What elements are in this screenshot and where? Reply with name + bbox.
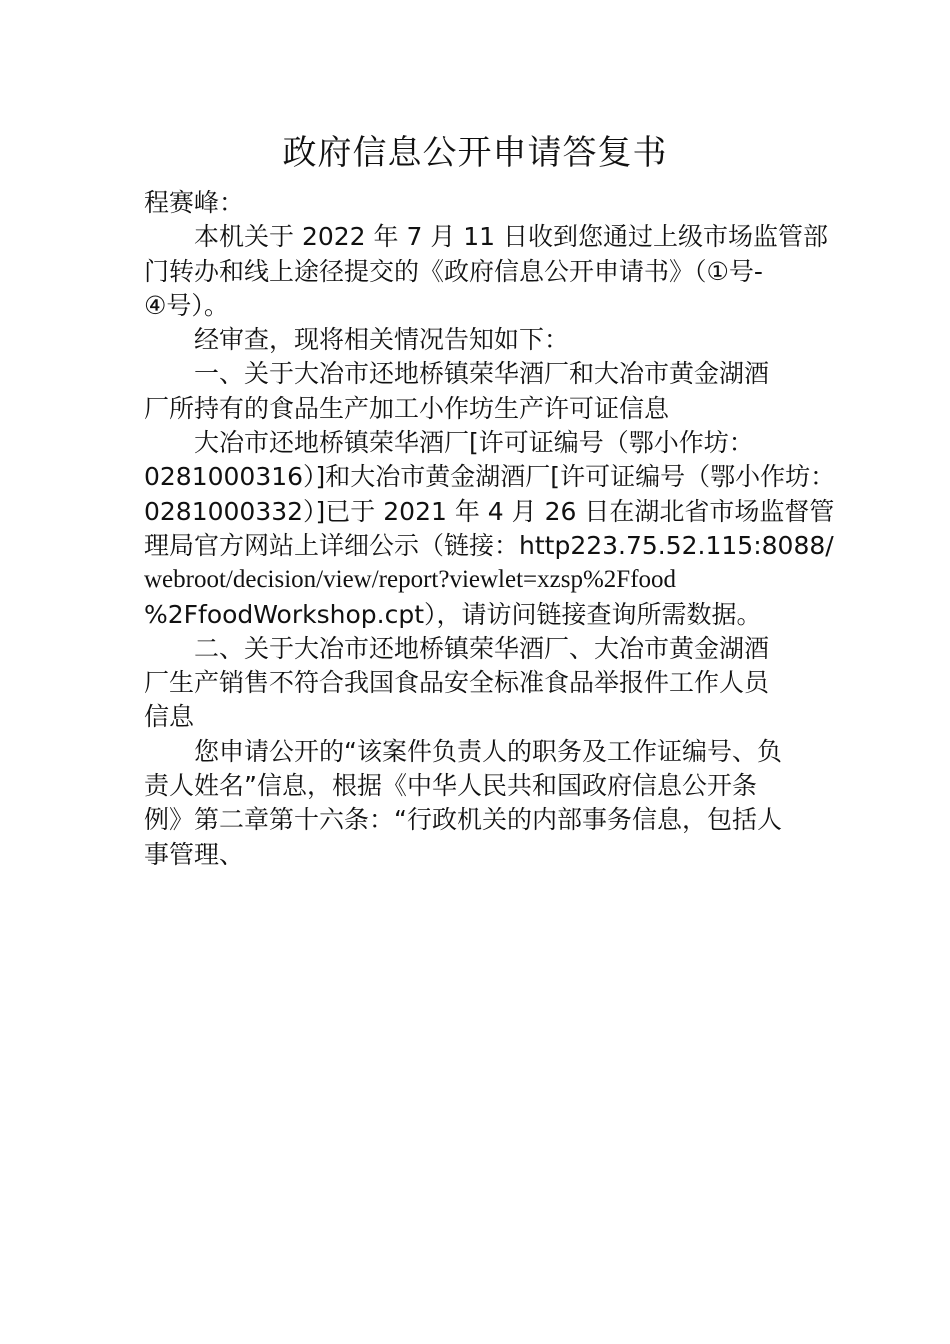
document-title: 政府信息公开申请答复书 [282, 133, 668, 173]
paragraph-line: 二、关于大冶市还地桥镇荣华酒厂、大冶市黄金湖酒 [194, 633, 770, 663]
paragraph-receipt [144, 220, 830, 323]
section-2-body [144, 735, 830, 872]
url-line: webroot/decision/view/report?viewlet=xzsp%2Ffood [144, 566, 677, 594]
paragraph-line: 厂所持有的食品生产加工小作坊生产许可证信息 [144, 393, 670, 423]
paragraph-line: 例》第二章第十六条：“行政机关的内部事务信息，包括人 [144, 805, 782, 835]
paragraph-line: 0281000316）]和大冶市黄金湖酒厂[许可证编号（鄂小作坊： [144, 462, 836, 492]
salutation [144, 186, 830, 220]
paragraph-line: 一、关于大冶市还地桥镇荣华酒厂和大冶市黄金湖酒 [194, 359, 770, 389]
paragraph-line: ④号）。 [144, 290, 229, 320]
paragraph-line: 本机关于 2022 年 7 月 11 日收到您通过上级市场监管部 [194, 222, 829, 252]
document-body [144, 186, 836, 872]
paragraph-line: 信息 [144, 702, 195, 732]
section-1-heading [144, 357, 830, 426]
paragraph-review [144, 323, 830, 357]
paragraph-line: 事管理、 [144, 839, 245, 869]
paragraph-line: 门转办和线上途径提交的《政府信息公开申请书》（①号- [144, 256, 763, 286]
paragraph-line: 您申请公开的“该案件负责人的职务及工作证编号、负 [194, 736, 782, 766]
paragraph-line: 大冶市还地桥镇荣华酒厂[许可证编号（鄂小作坊： [194, 428, 754, 458]
paragraph-line: 经审查，现将相关情况告知如下： [194, 325, 570, 355]
paragraph-line: 厂生产销售不符合我国食品安全标准食品举报件工作人员 [144, 668, 770, 698]
paragraph-line: %2FfoodWorkshop.cpt），请访问链接查询所需数据。 [144, 599, 762, 629]
paragraph-line: 责人姓名”信息，根据《中华人民共和国政府信息公开条 [144, 771, 757, 801]
section-2-heading [144, 632, 830, 735]
paragraph-line: 理局官方网站上详细公示（链接：http223.75.52.115:8088/ [144, 530, 834, 560]
paragraph-line: 0281000332）]已于 2021 年 4 月 26 日在湖北省市场监督管 [144, 496, 835, 526]
section-1-body [144, 426, 836, 632]
salutation-line: 程赛峰： [144, 188, 245, 217]
